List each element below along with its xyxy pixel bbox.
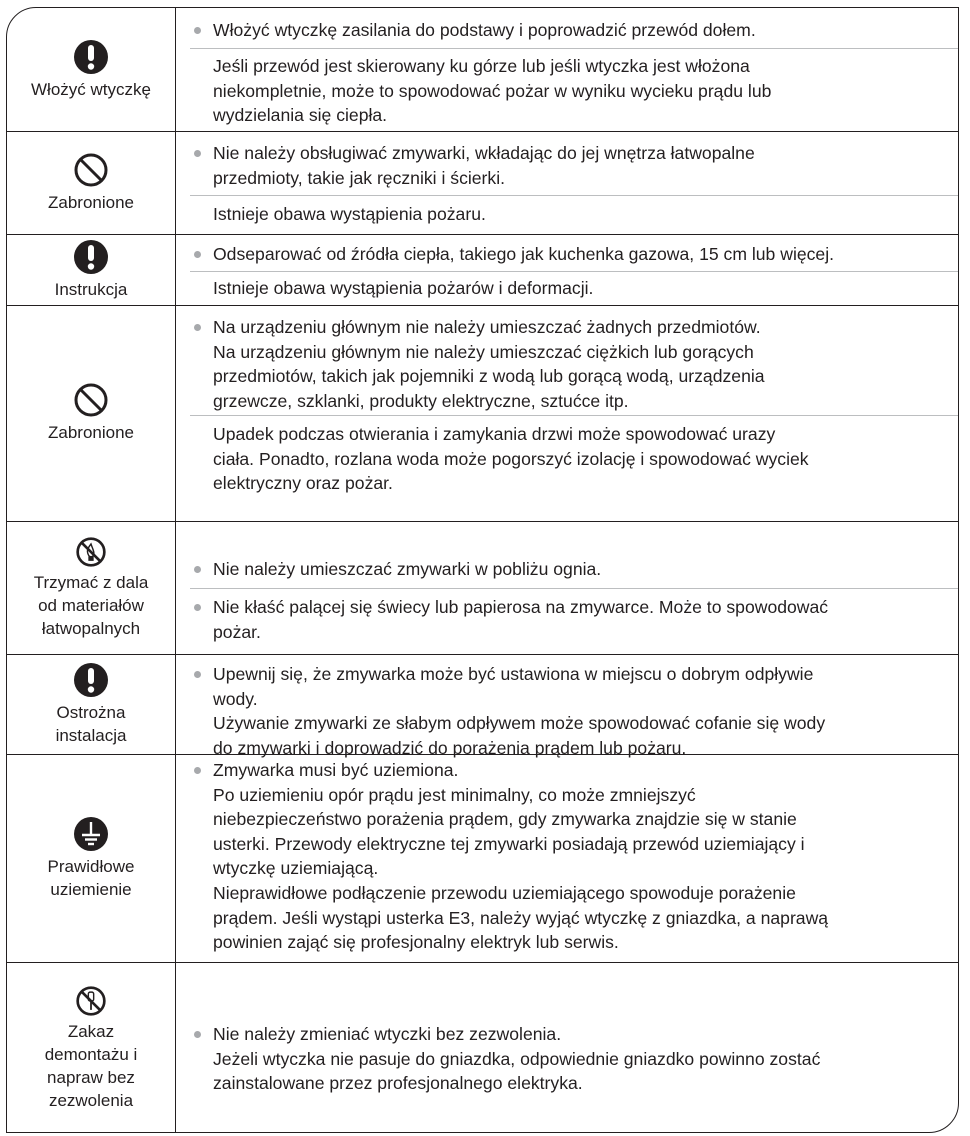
bullet (194, 604, 201, 611)
row-label: Zabronione (47, 192, 134, 212)
row-label: Instrukcja (54, 279, 128, 299)
row-keep-away-flammables (7, 521, 958, 655)
row-proper-grounding (7, 754, 958, 963)
row-text-cell (176, 305, 958, 521)
instruction-text: Odseparować od źródła ciepła, takiego jak kuchenka gazowa, 15 cm lub więcej. (213, 244, 835, 264)
bullet (194, 1031, 201, 1038)
instruction-text: Nie należy obsługiwać zmywarki, wkładając do jej wnętrza łatwopalne przedmioty, takie jak ręczniki i ścierki. (213, 143, 755, 188)
row-label: Zabronione (47, 423, 134, 442)
exclamation-icon (73, 662, 109, 698)
row-heat-source (7, 234, 958, 306)
row-label-cell (7, 654, 176, 754)
instruction-text: Nie kłaść palącej się świecy lub papierosa na zmywarce. Może to spowodować pożar. (213, 597, 829, 642)
prohibited-icon (73, 152, 109, 188)
instruction-text: Włożyć wtyczkę zasilania do podstawy i poprowadzić przewód dołem. (213, 20, 756, 40)
exclamation-icon (73, 39, 109, 75)
separator (190, 48, 958, 49)
row-label: Włożyć wtyczkę (31, 79, 151, 99)
warning-text: Istnieje obawa wystąpienia pożaru. (213, 204, 486, 224)
bullet (194, 767, 201, 774)
row-text-cell (176, 521, 958, 654)
row-label: Prawidłowe uziemienie (47, 856, 135, 899)
row-careful-installation (7, 654, 958, 758)
instruction-text: Nie należy umieszczać zmywarki w pobliżu ognia. (213, 559, 602, 579)
safety-instructions-table (6, 7, 959, 1133)
row-text-cell (176, 131, 958, 234)
warning-text: Jeśli przewód jest skierowany ku górze lub jeśli wtyczka jest włożona niekompletnie, może to spowodować pożar w wyniku wycieku prądu lub wydzielania się ciepła. (213, 56, 772, 126)
row-flammable-items (7, 131, 958, 235)
ground-icon (73, 816, 109, 852)
instruction-text: Nie należy zmieniać wtyczki bez zezwolenia. Jeżeli wtyczka nie pasuje do gniazdka, odpowiednie gniazdko powinno zostać zainstalowane przez profesjonalnego elektryka. (213, 1024, 821, 1094)
bullet (194, 671, 201, 678)
bullet (194, 150, 201, 157)
row-text-cell (176, 962, 958, 1133)
row-no-disassembly (7, 962, 958, 1133)
warning-text: Upadek podczas otwierania i zamykania drzwi może spowodować urazy ciała. Ponadto, rozlana woda może pogorszyć izolację i spowodować wyciek elektryczny oraz pożar. (213, 424, 809, 494)
instruction-text: Na urządzeniu głównym nie należy umieszczać żadnych przedmiotów. Na urządzeniu głównym nie należy umieszczać ciężkich lub gorących przedmiotów, takich jak pojemniki z wodą lub gorącą wodą, urządzenia grzewcze, szklanki, produkty elektryczne, sztućce itp. (213, 317, 765, 411)
row-label: Ostrożna instalacja (55, 702, 127, 745)
row-label-cell (7, 962, 176, 1133)
row-text-cell (176, 654, 958, 758)
row-insert-plug (7, 8, 958, 132)
row-text-cell (176, 234, 958, 305)
separator (190, 195, 958, 196)
instruction-text: Upewnij się, że zmywarka może być ustawiona w miejscu o dobrym odpływie wody. Używanie zmywarki ze słabym odpływem może spowodować cofanie się wody do zmywarki i doprowadzić do porażenia prądem lub pożaru. (213, 664, 826, 758)
bullet (194, 566, 201, 573)
row-label-cell (7, 521, 176, 654)
separator (190, 271, 958, 272)
no-disassembly-icon (75, 985, 107, 1017)
row-text-cell (176, 754, 958, 962)
row-text-cell (176, 8, 958, 131)
instruction-text: Zmywarka musi być uziemiona. Po uziemieniu opór prądu jest minimalny, co może zmniejszyć niebezpieczeństwo porażenia prądem, gdy zmywarka znajdzie się w stanie usterki. Przewody elektryczne tej zmywarki posiadają przewód uziemiający i wtyczkę uziemiającą. Nieprawidłowe podłączenie przewodu uziemiającego spowoduje porażenie prądem. Jeśli wystąpi usterka E3, należy wyjąć wtyczkę z gniazdka, a naprawą powinien zająć się profesjonalny elektryk lub serwis. (213, 760, 829, 953)
row-label: Zakaz demontażu i napraw bez zezwolenia (44, 1021, 138, 1110)
prohibited-icon (73, 382, 109, 418)
bullet (194, 251, 201, 258)
row-label-cell (7, 234, 176, 305)
bullet (194, 324, 201, 331)
bullet (194, 27, 201, 34)
row-no-objects-on-top (7, 305, 958, 522)
separator (190, 588, 958, 589)
warning-text: Istnieje obawa wystąpienia pożarów i deformacji. (213, 278, 594, 298)
separator (190, 415, 958, 416)
row-label: Trzymać z dala od materiałów łatwopalnych (33, 572, 149, 638)
row-label-cell (7, 8, 176, 131)
no-open-flame-icon (75, 536, 107, 568)
row-label-cell (7, 754, 176, 962)
exclamation-icon (73, 239, 109, 275)
row-label-cell (7, 305, 176, 521)
row-label-cell (7, 131, 176, 234)
